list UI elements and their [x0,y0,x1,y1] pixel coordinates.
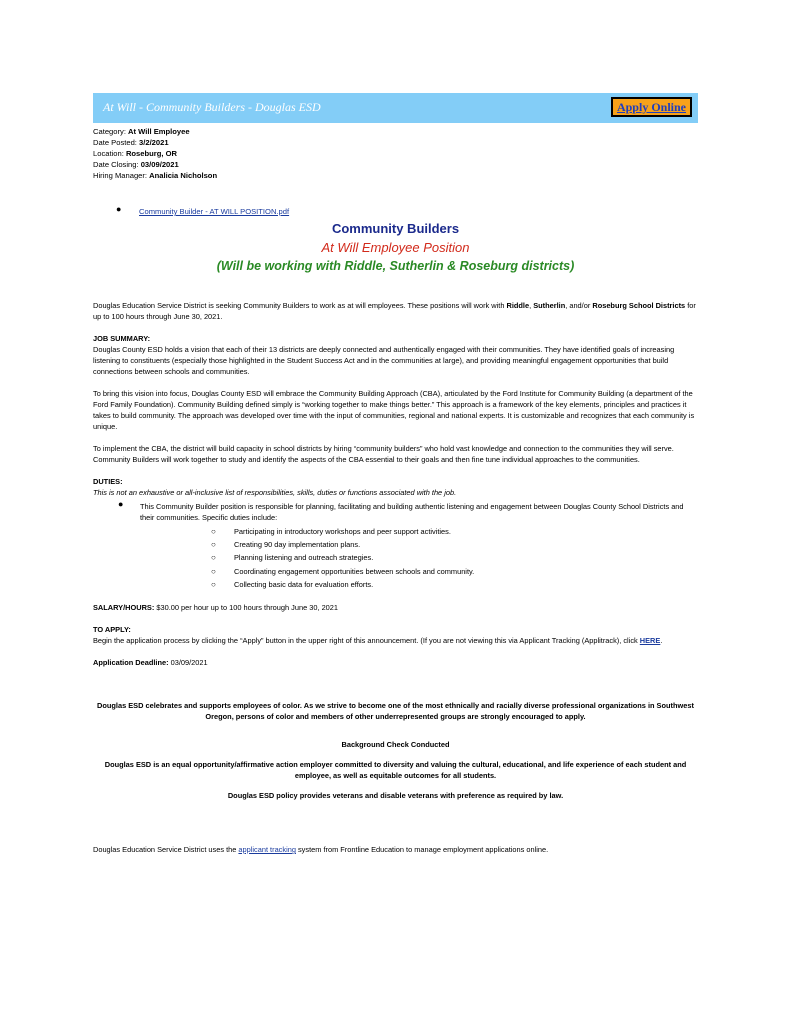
attachment-link[interactable]: Community Builder - AT WILL POSITION.pdf [139,207,290,216]
hero-districts: (Will be working with Riddle, Sutherlin & Roseburg districts) [216,259,575,273]
meta-hiring-manager: Hiring Manager: Analicia Nicholson [93,171,218,180]
circle-bullet-icon: ○ [211,540,216,550]
circle-bullet-icon: ○ [211,527,216,536]
hero-title: Community Builders [331,221,460,236]
duties-heading: DUTIES: [93,477,123,486]
job-posting [93,93,698,855]
tracking-statement: Douglas Education Service District uses the applicant tracking system from Frontline Education to manage employment applications online. [93,845,549,855]
bullet-icon: ● [118,499,124,509]
attachment-item [116,204,698,216]
job-summary-paragraph-3: To implement the CBA, the district will build capacity in school districts by hiring “community builders” who hold vast knowledge and connection to the communities they will serve. Community Builders will work together to study and identify the aspects of the CBA essential to their goals and then fine tune individual approaches to the communities. [93,444,674,464]
duties-note: This is not an exhaustive or all-inclusive list of responsibilities, skills, duties or functions associated with the job. [93,488,457,497]
list-item: ● This Community Builder position is responsible for planning, facilitating and building authentic listening and engagement between Douglas County School Districts and their communities. Specific duties include: ○ Participating in introductory workshops and peer support activities. ○ Creating 90 day implementation plans. ○ Planning listening and outreach strategies. ○ Coordinating engagement opportunities between schools and community. ○ Collecting basic data for evaluation efforts. [93,501,698,591]
bullet-icon: ● [116,204,122,214]
to-apply-heading: TO APPLY: [93,625,131,635]
job-summary-paragraph-1: Douglas County ESD holds a vision that each of their 13 districts are deeply connected and authentically engaged with their communities. They have identified goals of increasing listening to constituents (especially those highlighted in the Student Success Act and in the communities at large), and providing meaningful engagement opportunities that build connections between schools and communities. [93,345,675,376]
veterans-statement: Douglas ESD policy provides veterans and disable veterans with preference as required by law. [227,791,564,801]
job-meta [93,126,698,181]
meta-location: Location: Roseburg, OR [93,149,177,158]
hero-heading [93,219,698,276]
application-deadline: Application Deadline: 03/09/2021 [93,658,208,668]
job-title: At Will - Community Builders - Douglas ESD [103,100,321,114]
duties-list [93,501,698,591]
meta-date-closing: Date Closing: 03/09/2021 [93,160,179,169]
circle-bullet-icon: ○ [211,553,216,563]
job-summary-paragraph-2: To bring this vision into focus, Douglas County ESD will embrace the Community Building Approach (CBA), articulated by the Ford Institute for Community Building (a department of the Ford Family Foundation). Community Building defined simply is “working together to make things better.” This approach is a framework of the key elements, principles and practices it takes to build community. The approach was developed over time with the input of communities, regional and national experts. It is customizable and recognizes that each community is unique. [93,389,695,431]
apply-online-button[interactable]: Apply Online [611,97,692,117]
circle-bullet-icon: ○ [211,566,216,576]
duties-sub-list [140,525,698,591]
list-item: ○ Creating 90 day implementation plans. [140,538,698,551]
circle-bullet-icon: ○ [211,579,216,589]
list-item: ○ Planning listening and outreach strategies. [140,551,698,564]
background-check: Background Check Conducted [341,740,450,750]
intro-paragraph: Douglas Education Service District is seeking Community Builders to work as at will employees. These positions will work with Riddle, Sutherlin, and/or Roseburg School Districts for up to 100 hours through June 30, 2021. [93,301,696,321]
header-bar [93,93,698,123]
applicant-tracking-link[interactable]: applicant tracking [238,845,296,855]
list-item: ○ Collecting basic data for evaluation efforts. [140,578,698,591]
here-link[interactable]: HERE [639,636,661,646]
job-summary-heading: JOB SUMMARY: [93,334,151,343]
to-apply-paragraph: Begin the application process by clicking the “Apply” button in the upper right of this announcement. (If you are not viewing this via Applicant Tracking (Applitrack), click HERE. [93,636,663,646]
list-item: ○ Coordinating engagement opportunities between schools and community. [140,565,698,578]
hero-subtitle: At Will Employee Position [321,240,470,255]
meta-date-posted: Date Posted: 3/2/2021 [93,138,169,147]
meta-category: Category: At Will Employee [93,127,190,136]
list-item: ○ Participating in introductory workshops and peer support activities. [140,525,698,538]
diversity-statement: Douglas ESD celebrates and supports employees of color. As we strive to become one of the most ethnically and racially diverse professional organizations in Southwest Oregon, persons of color and members of other underrepresented groups are strongly encouraged to apply. [97,701,694,722]
salary-hours: SALARY/HOURS: $30.00 per hour up to 100 hours through June 30, 2021 [93,603,339,613]
eeo-statement: Douglas ESD is an equal opportunity/affirmative action employer committed to diversity and valuing the cultural, educational, and life experience of each student and employee, as well as equitable outcomes for all students. [104,760,687,781]
